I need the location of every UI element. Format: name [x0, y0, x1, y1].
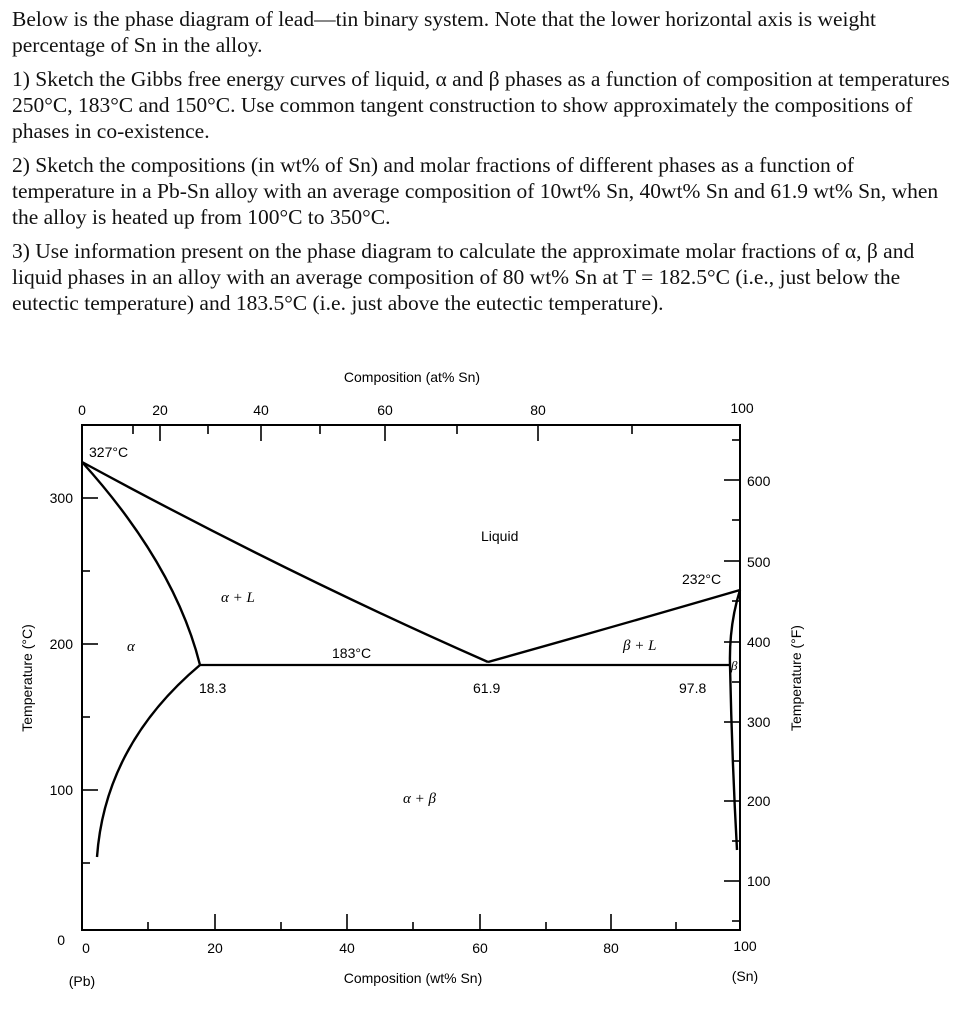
- right-tick-500: 500: [747, 554, 771, 570]
- top-tick-100: 100: [730, 400, 754, 416]
- bottom-axis-ticks: [148, 914, 676, 930]
- point-labels: [89, 444, 721, 696]
- bottom-tick-40: 40: [339, 940, 355, 956]
- question-text: [12, 6, 957, 322]
- alpha-beta-region-label: α + β: [403, 791, 436, 807]
- left-axis-labels: [50, 490, 74, 948]
- left-axis-ticks: [82, 498, 98, 863]
- liquid-region-label: Liquid: [481, 528, 519, 544]
- alpha-liquid-region-label: α + L: [221, 590, 255, 606]
- right-tick-300: 300: [747, 714, 771, 730]
- pb-end-label: (Pb): [68, 973, 96, 989]
- question-3: 3) Use information present on the phase diagram to calculate the approximate molar fractions of α, β and liquid phases in an alloy with an average composition of 80 wt% Sn at T = 182.5°C (i.e., just below the eutectic temperature) and 183.5°C (i.e. just above the eutectic temperature).: [12, 239, 915, 315]
- right-tick-200: 200: [747, 793, 771, 809]
- beta-region-label: β: [731, 658, 738, 673]
- bottom-tick-60: 60: [472, 940, 488, 956]
- sn-melting-point-label: 232°C: [682, 571, 722, 587]
- bottom-tick-0: 0: [82, 940, 90, 956]
- question-intro: Below is the phase diagram of lead—tin binary system. Note that the lower horizontal axis is weight percentage of Sn in the alloy.: [12, 7, 876, 57]
- eutectic-temperature-label: 183°C: [332, 645, 372, 661]
- top-axis-ticks: [82, 425, 632, 441]
- plot-frame: [82, 425, 740, 930]
- top-axis-title: Composition (at% Sn): [343, 369, 481, 385]
- right-tick-600: 600: [747, 473, 771, 489]
- left-tick-0: 0: [57, 932, 65, 948]
- right-tick-100: 100: [747, 873, 771, 889]
- alpha-region-label: α: [127, 639, 135, 655]
- phase-diagram: [0, 360, 970, 1036]
- bottom-tick-100: 100: [733, 938, 757, 954]
- right-axis-title: Temperature (°F): [788, 625, 804, 731]
- liquidus-beta: [488, 590, 740, 662]
- beta-liquid-region-label: β + L: [623, 638, 657, 654]
- solvus-beta: [730, 665, 737, 850]
- question-1: 1) Sketch the Gibbs free energy curves of liquid, α and β phases as a function of composition at temperatures 250°C, 183°C and 150°C. Use common tangent construction to show approximately the compositions of phases in co-existence.: [12, 67, 950, 143]
- top-tick-40: 40: [253, 402, 269, 418]
- right-axis-labels: [747, 473, 771, 889]
- left-axis-title: Temperature (°C): [19, 624, 35, 732]
- pb-melting-point-label: 327°C: [89, 444, 129, 460]
- left-tick-100: 100: [49, 782, 73, 798]
- top-tick-80: 80: [530, 402, 546, 418]
- liquidus-alpha: [82, 462, 488, 662]
- question-2: 2) Sketch the compositions (in wt% of Sn) and molar fractions of different phases as a function of temperature in a Pb-Sn alloy with an average composition of 10wt% Sn, 40wt% Sn and 61.9 wt% Sn, when the alloy is heated up from 100°C to 350°C.: [12, 153, 939, 229]
- top-tick-20: 20: [152, 402, 168, 418]
- top-tick-60: 60: [377, 402, 393, 418]
- sn-end-label: (Sn): [731, 968, 759, 984]
- top-tick-0: 0: [78, 402, 86, 418]
- left-tick-300: 300: [49, 490, 73, 506]
- bottom-axis-title: Composition (wt% Sn): [343, 970, 483, 986]
- alpha-max-solubility-label: 18.3: [199, 680, 227, 696]
- beta-max-solubility-label: 97.8: [679, 680, 707, 696]
- bottom-axis-labels: [69, 938, 758, 989]
- right-tick-400: 400: [747, 634, 771, 650]
- bottom-tick-80: 80: [603, 940, 619, 956]
- region-labels: [127, 590, 738, 807]
- left-tick-200: 200: [49, 636, 73, 652]
- bottom-tick-20: 20: [207, 940, 223, 956]
- solvus-alpha: [97, 665, 200, 857]
- top-axis-labels: [78, 369, 754, 418]
- eutectic-composition-label: 61.9: [473, 680, 501, 696]
